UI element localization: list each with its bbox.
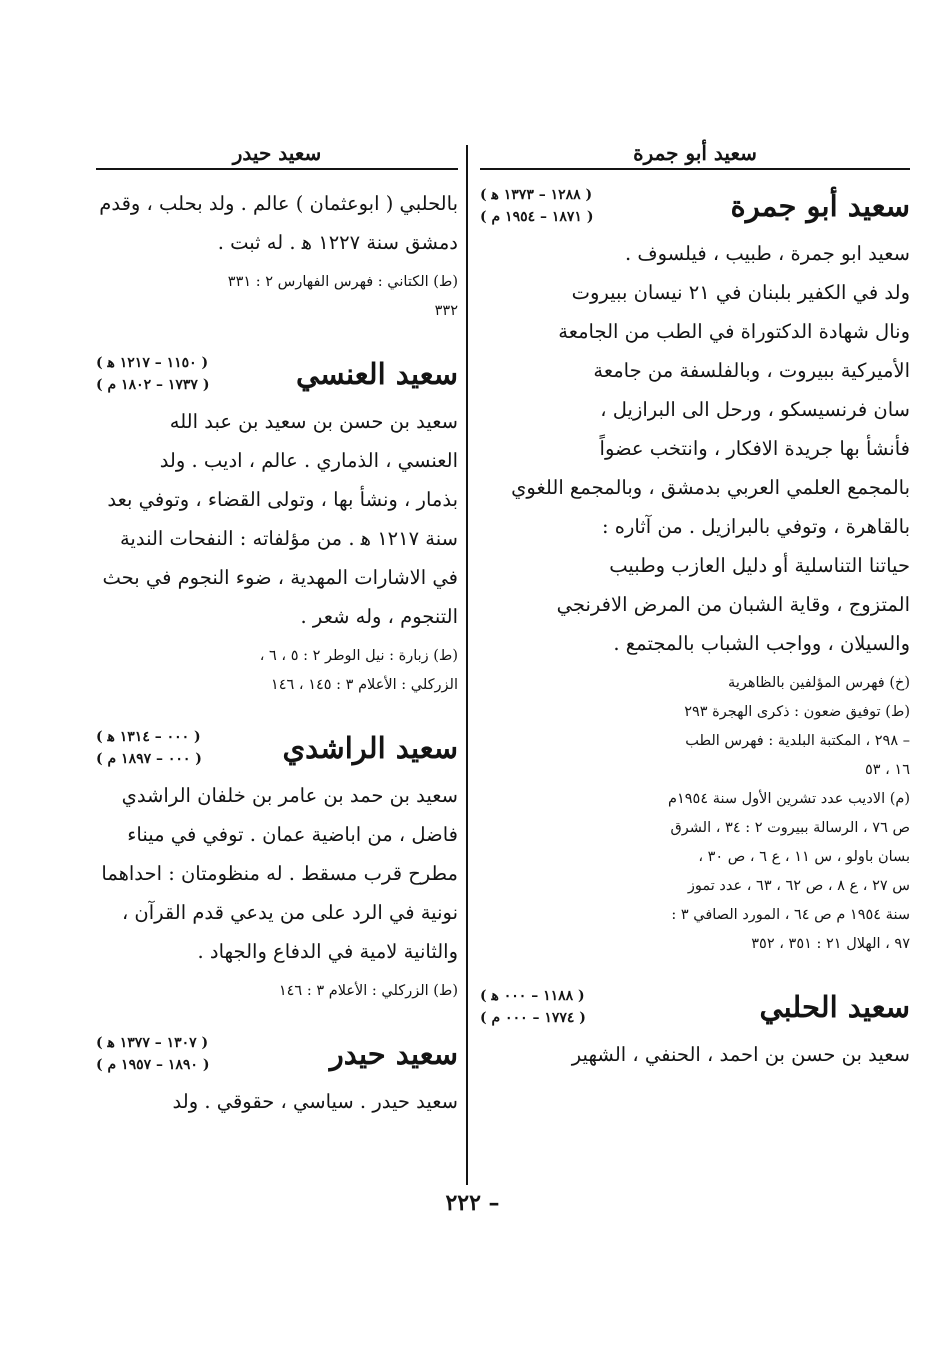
ref-line: – ٢٩٨ ، المكتبة البلدية : فهرس الطب	[685, 733, 910, 749]
body-line: مطرح قرب مسقط . له منظومتان : احداهما	[101, 862, 458, 885]
ref-line: (م) الاديب عدد تشرين الأول سنة ١٩٥٤م	[667, 791, 910, 807]
entry-references	[96, 268, 458, 326]
left-column	[96, 138, 458, 1121]
entry-body	[96, 776, 458, 971]
body-line: فاضل ، من اباضية عمان . توفي في ميناء	[127, 823, 458, 846]
date-gregorian: ( ١٧٣٧ – ١٨٠٢ م )	[96, 377, 210, 393]
column-divider	[466, 145, 468, 1185]
body-line: دمشق سنة ١٢٢٧ ﻫ . له ثبت .	[217, 231, 458, 254]
entry-heading	[96, 352, 458, 396]
body-line: ونال شهادة الدكتوراة في الطب من الجامعة	[558, 320, 910, 343]
left-running-header: سعيد حيدر	[96, 138, 458, 170]
body-line: بذمار ، ونشأ بها ، وتولى القضاء ، وتوفي بعد	[107, 488, 458, 511]
entry-dates	[480, 184, 593, 228]
body-line: المتزوج ، وقاية الشبان من المرض الافرنجي	[556, 593, 910, 616]
entry-references	[96, 642, 458, 700]
ref-line: (ط) الكتاني : فهرس الفهارس ٢ : ٣٣١	[227, 274, 458, 290]
body-line: والسيلان ، وواجب الشباب بالمجتمع .	[613, 632, 910, 655]
ref-line: بسان باولو ، س ١١ ، ع ٦ ، ص ٣٠ ،	[698, 849, 910, 865]
entry-name: سعيد الحلبي	[759, 990, 910, 1024]
entry-saeed-haidar	[96, 1032, 458, 1121]
entry-heading	[96, 726, 458, 770]
date-hijri: ( ١٢٨٨ – ١٣٧٣ ﻫ )	[480, 187, 593, 203]
body-line: سعيد حيدر . سياسي ، حقوقي . ولد	[172, 1090, 458, 1113]
body-line: نونية في الرد على من يدعي قدم القرآن ،	[121, 901, 458, 924]
page-number: – ٢٢٢	[445, 1190, 500, 1216]
body-line: سعيد بن حسن بن سعيد بن عبد الله	[169, 410, 458, 433]
ref-line: الزركلي : الأعلام ٣ : ١٤٥ ، ١٤٦	[270, 677, 458, 693]
entry-dates	[96, 726, 202, 770]
ref-line: (خ) فهرس المؤلفين بالظاهرية	[728, 675, 910, 691]
entry-body	[96, 184, 458, 262]
ref-line: سنة ١٩٥٤ م ص ٦٤ ، المورد الصافي ٣ :	[671, 907, 910, 923]
entry-name: سعيد العنسي	[295, 357, 458, 391]
date-hijri: ( ١٣٠٧ – ١٣٧٧ ﻫ )	[96, 1035, 209, 1051]
date-gregorian: ( ٠٠٠ – ١٨٩٧ م )	[96, 751, 202, 767]
entry-heading	[480, 985, 910, 1029]
entry-name: سعيد أبو جمرة	[730, 189, 910, 223]
entry-body	[480, 1035, 910, 1074]
body-line: والثانية لامية في الدفاع والجهاد .	[197, 940, 458, 963]
ref-line: (ط) الزركلي : الأعلام ٣ : ١٤٦	[278, 983, 458, 999]
right-running-header: سعيد أبو جمرة	[480, 138, 910, 170]
entry-body	[480, 234, 910, 663]
ref-line: ٩٧ ، الهلال ٢١ : ٣٥١ ، ٣٥٢	[751, 936, 910, 952]
body-line: في الاشارات المهدية ، ضوء النجوم في بحث	[102, 566, 458, 589]
ref-line: س ٢٧ ، ع ٨ ، ص ٦٢ ، ٦٣ ، عدد تموز	[687, 878, 910, 894]
date-hijri: ( ١١٨٨ – ٠٠٠ ﻫ )	[480, 988, 585, 1004]
ref-line: (ط) زبارة : نيل الوطر ٢ : ٥ ، ٦ ،	[259, 648, 458, 664]
entry-saeed-al-rashidi	[96, 726, 458, 1006]
entry-name: سعيد حيدر	[329, 1037, 458, 1071]
ref-line: ص ٧٦ ، الرسالة ببيروت ٢ : ٣٤ ، الشرق	[670, 820, 910, 836]
entry-saeed-al-halabi	[480, 985, 910, 1074]
body-line: سعيد بن حمد بن عامر بن خلفان الراشدي	[121, 784, 458, 807]
ref-line: ١٦ ، ٥٣	[864, 762, 910, 778]
date-hijri: ( ١١٥٠ – ١٢١٧ ﻫ )	[96, 355, 209, 371]
entry-name: سعيد الراشدي	[282, 731, 458, 765]
entry-saeed-al-ansi	[96, 352, 458, 700]
entry-dates	[96, 352, 209, 396]
entry-continuation	[96, 184, 458, 326]
entry-saeed-abu-jamra	[480, 184, 910, 959]
right-column	[480, 138, 910, 1074]
body-line: سعيد ابو جمرة ، طبيب ، فيلسوف .	[624, 242, 910, 265]
body-line: فأنشأ بها جريدة الافكار ، وانتخب عضواً	[599, 437, 910, 460]
ref-line: (ط) توفيق ضعون : ذكرى الهجرة ٢٩٣	[684, 704, 910, 720]
body-line: العنسي ، الذماري . عالم ، اديب . ولد	[159, 449, 458, 472]
body-line: حياتنا التناسلية أو دليل العازب وطبيب	[609, 554, 910, 577]
entry-heading	[96, 1032, 458, 1076]
body-line: سنة ١٢١٧ ﻫ . من مؤلفاته : النفحات الندية	[119, 527, 458, 550]
body-line: الأميركية ببيروت ، وبالفلسفة من جامعة	[593, 359, 910, 382]
entry-references	[480, 669, 910, 959]
body-line: سان فرنسيسكو ، ورحل الى البرازيل ،	[600, 398, 910, 421]
entry-body	[96, 1082, 458, 1121]
entry-dates	[480, 985, 586, 1029]
body-line: بالقاهرة ، وتوفي بالبرازيل . من آثاره :	[601, 515, 910, 538]
entry-dates	[96, 1032, 209, 1076]
entry-heading	[480, 184, 910, 228]
entry-references	[96, 977, 458, 1006]
date-gregorian: ( ١٨٩٠ – ١٩٥٧ م )	[96, 1057, 210, 1073]
date-hijri: ( ٠٠٠ – ١٣١٤ ﻫ )	[96, 729, 201, 745]
entry-body	[96, 402, 458, 636]
body-line: ولد في الكفير بلبنان في ٢١ نيسان ببيروت	[571, 281, 910, 304]
body-line: التنجوم ، وله شعر .	[300, 605, 458, 628]
date-gregorian: ( ١٧٧٤ – ٠٠٠ م )	[480, 1010, 586, 1026]
body-line: بالمجمع العلمي العربي بدمشق ، وبالمجمع اللغوي	[511, 476, 910, 499]
body-line: سعيد بن حسن بن احمد ، الحنفي ، الشهير	[571, 1043, 910, 1066]
date-gregorian: ( ١٨٧١ – ١٩٥٤ م )	[480, 209, 594, 225]
body-line: بالحلبي ( ابوعثمان ) عالم . ولد بحلب ، وقدم	[99, 192, 458, 215]
ref-line: ٣٣٢	[434, 303, 458, 319]
